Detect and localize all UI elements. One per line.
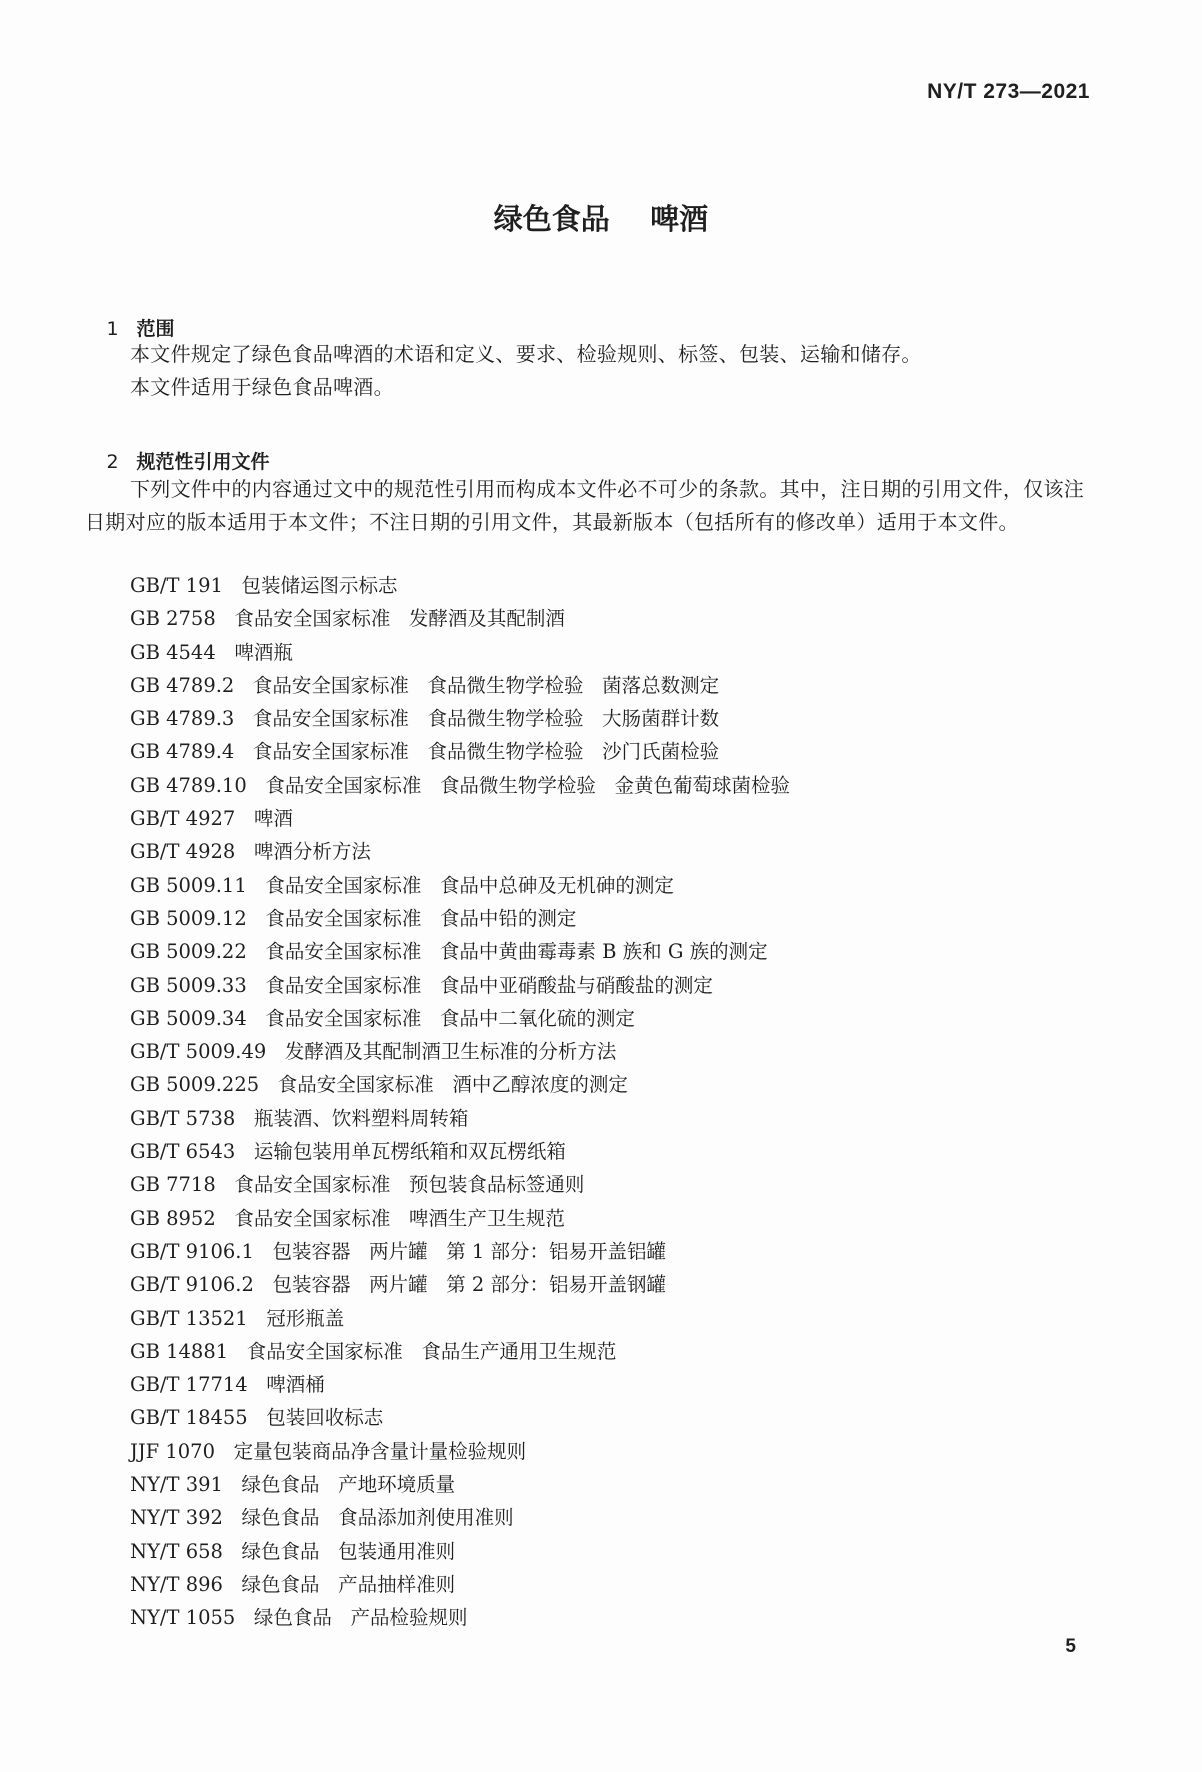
reference-item: GB/T 17714 啤酒桶: [130, 1373, 325, 1397]
reference-item: GB 5009.33 食品安全国家标准 食品中亚硝酸盐与硝酸盐的测定: [130, 973, 713, 997]
reference-item: GB 5009.34 食品安全国家标准 食品中二氧化硫的测定: [130, 1006, 635, 1030]
reference-item: NY/T 1055 绿色食品 产品检验规则: [130, 1606, 468, 1630]
section-title: 范围: [136, 318, 175, 340]
reference-item: GB/T 191 包装储运图示标志: [130, 574, 398, 597]
reference-item: NY/T 391 绿色食品 产地环境质量: [130, 1473, 456, 1497]
reference-item: NY/T 658 绿色食品 包装通用准则: [130, 1539, 456, 1563]
reference-item: GB/T 13521 冠形瓶盖: [130, 1306, 345, 1330]
document-title: 绿色食品 啤酒: [493, 202, 709, 236]
reference-item: GB/T 4927 啤酒: [130, 807, 293, 831]
reference-item: GB 2758 食品安全国家标准 发酵酒及其配制酒: [130, 607, 565, 631]
reference-item: NY/T 896 绿色食品 产品抽样准则: [130, 1572, 456, 1596]
reference-item: GB/T 4928 啤酒分析方法: [130, 840, 371, 864]
section-2-paragraph-1: 下列文件中的内容通过文中的规范性引用而构成本文件必不可少的条款。其中，注日期的引用文件，仅该注日期对应的版本适用于本文件；不注日期的引用文件，其最新版本（包括所有的修改单）适用于本文件。: [85, 477, 1085, 534]
section-number: 2: [106, 451, 119, 473]
section-1-paragraph-2: 本文件适用于绿色食品啤酒。: [130, 375, 394, 399]
reference-item: GB 4789.2 食品安全国家标准 食品微生物学检验 菌落总数测定: [130, 673, 720, 697]
reference-item: GB/T 5738 瓶装酒、饮料塑料周转箱: [130, 1106, 469, 1130]
reference-item: GB 4544 啤酒瓶: [130, 640, 293, 664]
page-number: 5: [1065, 1636, 1076, 1657]
normative-references-list: [130, 569, 790, 1635]
reference-item: GB 5009.12 食品安全国家标准 食品中铅的测定: [130, 906, 577, 930]
reference-item: GB 8952 食品安全国家标准 啤酒生产卫生规范: [130, 1206, 565, 1230]
section-title: 规范性引用文件: [136, 451, 270, 473]
reference-item: GB 7718 食品安全国家标准 预包装食品标签通则: [130, 1173, 585, 1197]
reference-item: GB/T 5009.49 发酵酒及其配制酒卫生标准的分析方法: [130, 1040, 617, 1064]
reference-item: GB 4789.10 食品安全国家标准 食品微生物学检验 金黄色葡萄球菌检验: [130, 773, 791, 797]
standard-code: NY/T 273—2021: [927, 80, 1090, 103]
reference-item: GB 14881 食品安全国家标准 食品生产通用卫生规范: [130, 1339, 617, 1363]
reference-item: JJF 1070 定量包装商品净含量计量检验规则: [130, 1439, 527, 1463]
reference-item: GB/T 9106.1 包装容器 两片罐 第 1 部分：铝易开盖铝罐: [130, 1239, 667, 1263]
section-number: 1: [106, 318, 119, 340]
section-1-paragraph-1: 本文件规定了绿色食品啤酒的术语和定义、要求、检验规则、标签、包装、运输和储存。: [130, 342, 922, 366]
reference-item: GB 4789.4 食品安全国家标准 食品微生物学检验 沙门氏菌检验: [130, 740, 720, 764]
reference-item: GB/T 9106.2 包装容器 两片罐 第 2 部分：铝易开盖钢罐: [130, 1273, 667, 1297]
reference-item: GB 5009.225 食品安全国家标准 酒中乙醇浓度的测定: [130, 1073, 628, 1097]
reference-item: GB 4789.3 食品安全国家标准 食品微生物学检验 大肠菌群计数: [130, 707, 720, 731]
reference-item: GB 5009.22 食品安全国家标准 食品中黄曲霉毒素 B 族和 G 族的测定: [130, 940, 768, 964]
reference-item: GB/T 18455 包装回收标志: [130, 1406, 384, 1430]
reference-item: NY/T 392 绿色食品 食品添加剂使用准则: [130, 1506, 514, 1530]
reference-item: GB/T 6543 运输包装用单瓦楞纸箱和双瓦楞纸箱: [130, 1140, 566, 1164]
reference-item: GB 5009.11 食品安全国家标准 食品中总砷及无机砷的测定: [130, 873, 674, 897]
